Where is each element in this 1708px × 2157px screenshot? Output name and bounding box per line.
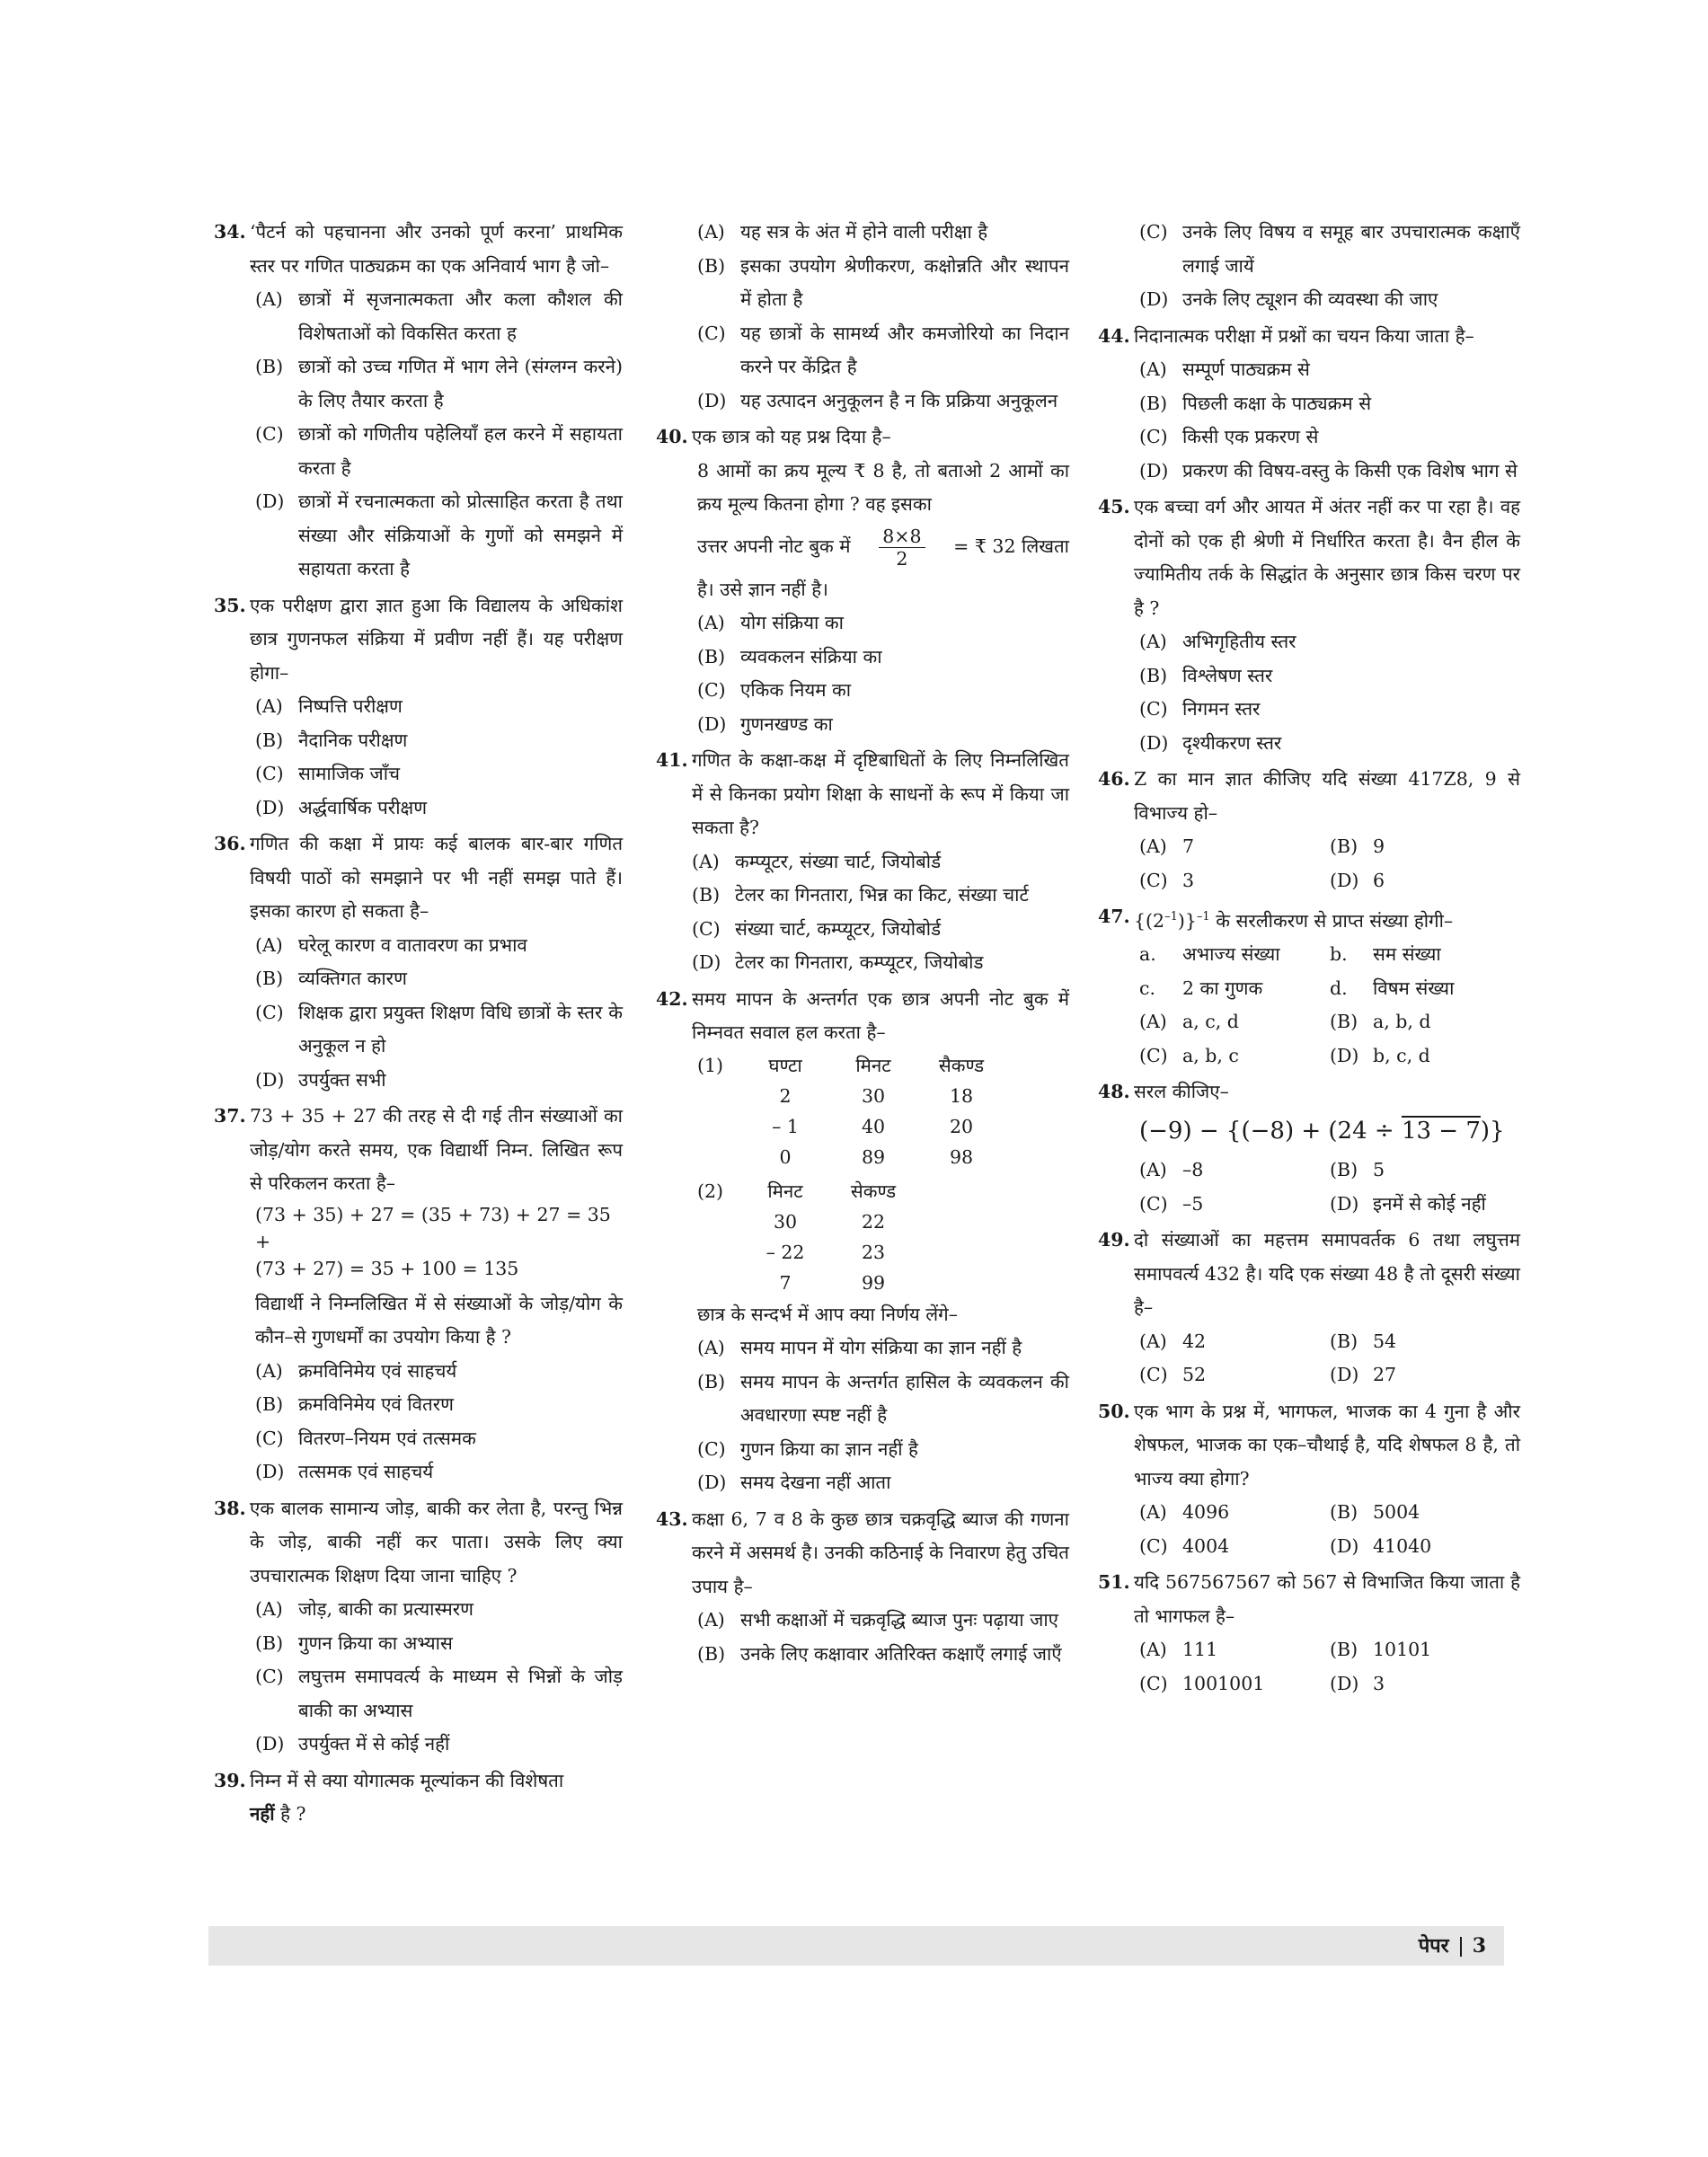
- question-text: कक्षा 6, 7 व 8 के कुछ छात्र चक्रवृद्धि ब्याज की गणना करने में असमर्थ है। उनकी कठिनाई के निवारण हेतु उचित उपाय है–: [692, 1507, 1069, 1597]
- option-d: (D) उपर्युक्त में से कोई नहीं: [255, 1733, 450, 1755]
- question-number: 36.: [214, 833, 246, 854]
- footer-paper-label: पेपर: [1418, 1934, 1449, 1958]
- option-a: (A) अभिगृहितीय स्तर: [1139, 631, 1296, 652]
- question-text: समय मापन के अन्तर्गत एक छात्र अपनी नोट बुक में निम्नवत सवाल हल करता है–: [692, 987, 1069, 1043]
- option-b: (B) 9: [1330, 835, 1385, 857]
- question-43-options-cont: [1098, 216, 1520, 317]
- question-text: सरल कीजिए–: [1134, 1081, 1229, 1103]
- math-expression: (−9) − {(−8) + (24 ÷ 13 − 7)}: [1139, 1117, 1505, 1145]
- option-a: (A) छात्रों में सृजनात्मकता और कला कौशल की विशेषताओं को विकसित करता ह: [255, 288, 623, 344]
- time-table-1: (1) घण्टा मिनट सैकण्ड 2 30 18 – 1 40 20 0 89 98: [697, 1054, 985, 1168]
- question-text: निम्न में से क्या योगात्मक मूल्यांकन की विशेषता नहीं है ?: [250, 1769, 564, 1825]
- question-37: [214, 1100, 623, 1490]
- footer-divider: [1460, 1937, 1462, 1957]
- option-b: (B) छात्रों को उच्च गणित में भाग लेने (संग्लग्न करने) के लिए तैयार करता है: [255, 356, 623, 411]
- statement-a: a. अभाज्य संख्या: [1139, 943, 1280, 966]
- time-table-2: (2) मिनट सेकण्ड 30 22 – 22 23 7 99: [697, 1180, 897, 1294]
- question-number: 34.: [214, 221, 246, 243]
- question-38: [214, 1492, 623, 1762]
- option-a: (A) –8: [1139, 1159, 1204, 1181]
- option-b: (B) क्रमविनिमेय एवं वितरण: [255, 1393, 454, 1415]
- question-text: यदि 567567567 को 567 से विभाजित किया जाता है तो भागफल है–: [1134, 1571, 1520, 1627]
- option-c: (C) 3: [1139, 869, 1195, 891]
- option-a: (A) क्रमविनिमेय एवं साहचर्य: [255, 1359, 457, 1382]
- question-text: एक भाग के प्रश्न में, भागफल, भाजक का 4 गुना है और शेषफल, भाजक का एक–चौथाई है, यदि शेषफल 8 है, तो भाज्य क्या होगा?: [1134, 1400, 1520, 1490]
- option-b: (B) विश्लेषण स्तर: [1139, 664, 1273, 686]
- question-line-3: उत्तर अपनी नोट बुक में $\frac{8\times 8}{2}$ = ₹ 32 लिखता: [697, 525, 1069, 570]
- question-line-4: है। उसे ज्ञान नहीं है।: [697, 578, 828, 600]
- question-47: [1098, 900, 1520, 1073]
- option-d: (D) 27: [1330, 1364, 1397, 1386]
- question-line-2: 8 आमों का क्रय मूल्य ₹ 8 है, तो बताओ 2 आमों का क्रय मूल्य कितना होगा ? वह इसका: [697, 459, 1069, 515]
- option-d: (D) इनमें से कोई नहीं: [1330, 1192, 1486, 1215]
- option-c: (C) छात्रों को गणितीय पहेलियाँ हल करने में सहायता करता है: [255, 423, 623, 479]
- column-2: [656, 216, 1069, 1674]
- page-number: 3: [1472, 1934, 1486, 1958]
- question-44: [1098, 320, 1520, 489]
- question-35: [214, 589, 623, 826]
- page-footer: [208, 1926, 1504, 1966]
- option-b: (B) व्यक्तिगत कारण: [255, 968, 407, 989]
- option-b: (B) समय मापन के अन्तर्गत हासिल के व्यवकलन की अवधारणा स्पष्ट नहीं है: [697, 1370, 1069, 1426]
- option-a: (A) 7: [1139, 835, 1195, 857]
- question-subtext: छात्र के सन्दर्भ में आप क्या निर्णय लेंगे–: [697, 1303, 958, 1325]
- question-number: 50.: [1098, 1400, 1130, 1422]
- option-a: (A) 4096: [1139, 1501, 1230, 1524]
- option-b: (B) टेलर का गिनतारा, भिन्न का किट, संख्या चार्ट: [692, 884, 1029, 906]
- option-d: (D) गुणनखण्ड का: [697, 712, 833, 735]
- question-39-options: [656, 216, 1069, 418]
- question-text: $\{(2^{-1})\}^{-1}$ के सरलीकरण से प्राप्त संख्या होगी–: [1134, 909, 1454, 932]
- option-b: (B) उनके लिए कक्षावार अतिरिक्त कक्षाएँ लगाई जाएँ: [697, 1642, 1062, 1665]
- question-text: निदानात्मक परीक्षा में प्रश्नों का चयन किया जाता है–: [1134, 324, 1474, 347]
- question-51: [1098, 1566, 1520, 1701]
- question-number: 41.: [656, 749, 688, 771]
- question-text: 73 + 35 + 27 की तरह से दी गई तीन संख्याओं का जोड़/योग करते समय, एक विद्यार्थी निम्न. लिखित रूप से परिकलन करता है–: [250, 1105, 623, 1194]
- question-42: [656, 983, 1069, 1500]
- statement-c: c. 2 का गुणक: [1139, 977, 1263, 999]
- option-a: (A) कम्प्यूटर, संख्या चार्ट, जियोबोर्ड: [692, 850, 942, 872]
- statement-d: d. विषम संख्या: [1330, 977, 1455, 999]
- question-number: 35.: [214, 594, 246, 616]
- option-c: (C) एकिक नियम का: [697, 679, 852, 701]
- option-a: (A) निष्पत्ति परीक्षण: [255, 695, 403, 717]
- question-text: एक परीक्षण द्वारा ज्ञात हुआ कि विद्यालय के अधिकांश छात्र गुणनफल संक्रिया में प्रवीण नहीं हैं। यह परीक्षण होगा–: [250, 594, 623, 684]
- question-number: 42.: [656, 987, 688, 1010]
- question-48: [1098, 1075, 1520, 1221]
- option-c: (C) गुणन क्रिया का ज्ञान नहीं है: [697, 1437, 918, 1460]
- option-d: (D) तत्समक एवं साहचर्य: [255, 1461, 434, 1482]
- question-number: 51.: [1098, 1571, 1130, 1594]
- option-a: (A) a, c, d: [1139, 1011, 1239, 1033]
- option-c: (C) उनके लिए विषय व समूह बार उपचारात्मक कक्षाएँ लगाई जायें: [1139, 221, 1520, 277]
- option-a: (A) समय मापन में योग संक्रिया का ज्ञान नहीं है: [697, 1337, 1022, 1358]
- question-36: [214, 827, 623, 1097]
- option-a: (A) 111: [1139, 1639, 1218, 1661]
- question-text: एक बालक सामान्य जोड़, बाकी कर लेता है, परन्तु भिन्न के जोड़, बाकी नहीं कर पाता। उसके लिए क्या उपचारात्मक शिक्षण दिया जाना चाहिए ?: [250, 1497, 623, 1587]
- question-number: 47.: [1098, 906, 1130, 927]
- option-d: (D) 41040: [1330, 1534, 1432, 1557]
- option-c: (C) 1001001: [1139, 1672, 1265, 1694]
- option-d: (D) दृश्यीकरण स्तर: [1139, 731, 1282, 754]
- question-number: 38.: [214, 1497, 246, 1519]
- option-d: (D) उनके लिए ट्यूशन की व्यवस्था की जाए: [1139, 288, 1438, 310]
- option-a: (A) घरेलू कारण व वातावरण का प्रभाव: [255, 933, 527, 956]
- question-number: 48.: [1098, 1081, 1130, 1103]
- question-46: [1098, 763, 1520, 897]
- question-number: 44.: [1098, 324, 1130, 347]
- question-text: ‘पैटर्न को पहचानना और उनको पूर्ण करना’ प्राथमिक स्तर पर गणित पाठ्यक्रम का एक अनिवार्य भाग है जो–: [250, 221, 623, 277]
- question-number: 49.: [1098, 1229, 1130, 1251]
- option-b: (B) 54: [1330, 1330, 1397, 1352]
- option-d: (D) 3: [1330, 1672, 1385, 1694]
- option-a: (A) सम्पूर्ण पाठ्यक्रम से: [1139, 358, 1310, 380]
- question-text: गणित की कक्षा में प्रायः कई बालक बार-बार गणित विषयी पाठों को समझाने पर भी नहीं समझ पाते हैं। इसका कारण हो सकता है–: [250, 833, 623, 922]
- option-c: (C) वितरण–नियम एवं तत्समक: [255, 1427, 476, 1449]
- question-39: [214, 1764, 623, 1832]
- question-text: एक बच्चा वर्ग और आयत में अंतर नहीं कर पा रहा है। वह दोनों को एक ही श्रेणी में निर्धारित करता है। वैन हील के ज्यामितीय तर्क के सिद्धांत के अनुसार छात्र किस चरण पर है ?: [1134, 496, 1520, 619]
- footer-label: [1419, 1932, 1486, 1958]
- option-b: (B) इसका उपयोग श्रेणीकरण, कक्षोन्नति और स्थापन में होता है: [697, 254, 1069, 310]
- option-d: (D) उपर्युक्त सभी: [255, 1068, 386, 1091]
- question-text: दो संख्याओं का महत्तम समापवर्तक 6 तथा लघुत्तम समापवर्त्य 432 है। यदि एक संख्या 48 है तो दूसरी संख्या है–: [1134, 1229, 1520, 1319]
- option-a: (A) जोड़, बाकी का प्रत्यास्मरण: [255, 1598, 473, 1620]
- option-a: (A) सभी कक्षाओं में चक्रवृद्धि ब्याज पुनः पढ़ाया जाए: [697, 1609, 1058, 1631]
- question-number: 43.: [656, 1507, 688, 1530]
- emphasis-not: नहीं: [250, 1803, 275, 1825]
- question-number: 37.: [214, 1105, 246, 1127]
- option-c: (C) शिक्षक द्वारा प्रयुक्त शिक्षण विधि छात्रों के स्तर के अनुकूल न हो: [255, 1001, 623, 1056]
- option-c: (C) –5: [1139, 1192, 1204, 1215]
- question-40: [656, 420, 1069, 741]
- option-d: (D) अर्द्धवार्षिक परीक्षण: [255, 796, 428, 818]
- question-number: 39.: [214, 1769, 246, 1791]
- option-c: (C) संख्या चार्ट, कम्प्यूटर, जियोबोर्ड: [692, 917, 942, 940]
- column-1: [214, 216, 623, 1834]
- question-number: 45.: [1098, 496, 1130, 517]
- option-b: (B) गुणन क्रिया का अभ्यास: [255, 1631, 453, 1654]
- fraction: $\frac{8\times 8}{2}$: [879, 526, 925, 570]
- question-number: 40.: [656, 426, 688, 447]
- option-b: (B) 5: [1330, 1159, 1385, 1181]
- option-b: (B) नैदानिक परीक्षण: [255, 729, 408, 751]
- option-c: (C) a, b, c: [1139, 1044, 1239, 1066]
- option-b: (B) 10101: [1330, 1639, 1432, 1661]
- question-text: Z का मान ज्ञात कीजिए यदि संख्या 417Z8, 9 से विभाज्य हो–: [1134, 768, 1520, 824]
- working-line-1: (73 + 35) + 27 = (35 + 73) + 27 = 35 +: [255, 1203, 611, 1252]
- option-c: (C) यह छात्रों के सामर्थ्य और कमजोरियो का निदान करने पर केंद्रित है: [697, 322, 1069, 377]
- working-line-2: (73 + 27) = 35 + 100 = 135: [255, 1257, 519, 1279]
- option-a: (A) योग संक्रिया का: [697, 612, 844, 633]
- question-43: [656, 1503, 1069, 1672]
- option-b: (B) पिछली कक्षा के पाठ्यक्रम से: [1139, 392, 1372, 414]
- question-50: [1098, 1395, 1520, 1564]
- question-45: [1098, 491, 1520, 760]
- option-a: (A) यह सत्र के अंत में होने वाली परीक्षा है: [697, 221, 988, 243]
- option-b: (B) a, b, d: [1330, 1011, 1431, 1033]
- option-a: (A) 42: [1139, 1330, 1207, 1352]
- option-d: (D) b, c, d: [1330, 1044, 1430, 1066]
- option-c: (C) सामाजिक जाँच: [255, 763, 401, 784]
- question-49: [1098, 1224, 1520, 1392]
- question-34: [214, 216, 623, 587]
- question-subtext: विद्यार्थी ने निम्नलिखित में से संख्याओं के जोड़/योग के कौन–से गुणधर्मों का उपयोग किया है ?: [255, 1292, 623, 1348]
- option-b: (B) 5004: [1330, 1501, 1420, 1524]
- option-c: (C) 52: [1139, 1364, 1207, 1386]
- statement-b: b. सम संख्या: [1330, 943, 1441, 966]
- option-d: (D) प्रकरण की विषय-वस्तु के किसी एक विशेष भाग से: [1139, 459, 1518, 482]
- question-text: एक छात्र को यह प्रश्न दिया है–: [692, 426, 891, 447]
- question-number: 46.: [1098, 768, 1130, 790]
- option-d: (D) 6: [1330, 869, 1385, 891]
- question-text: गणित के कक्षा-कक्ष में दृष्टिबाधितों के लिए निम्नलिखित में से किनका प्रयोग शिक्षा के साधनों के रूप में किया जा सकता है?: [692, 749, 1069, 838]
- option-c: (C) लघुत्तम समापवर्त्य के माध्यम से भिन्नों के जोड़ बाकी का अभ्यास: [255, 1666, 623, 1721]
- option-d: (D) छात्रों में रचनात्मकता को प्रोत्साहित करता है तथा संख्या और संक्रियाओं के गुणों को समझने में सहायता करता है: [255, 491, 623, 579]
- option-b: (B) व्यवकलन संक्रिया का: [697, 645, 882, 667]
- column-3: [1098, 216, 1520, 1703]
- option-c: (C) किसी एक प्रकरण से: [1139, 426, 1319, 447]
- question-41: [656, 744, 1069, 980]
- option-d: (D) यह उत्पादन अनुकूलन है न कि प्रक्रिया अनुकूलन: [697, 389, 1058, 411]
- option-d: (D) टेलर का गिनतारा, कम्प्यूटर, जियोबोड: [692, 951, 984, 973]
- option-d: (D) समय देखना नहीं आता: [697, 1472, 891, 1493]
- option-c: (C) निगमन स्तर: [1139, 698, 1261, 720]
- option-c: (C) 4004: [1139, 1534, 1230, 1557]
